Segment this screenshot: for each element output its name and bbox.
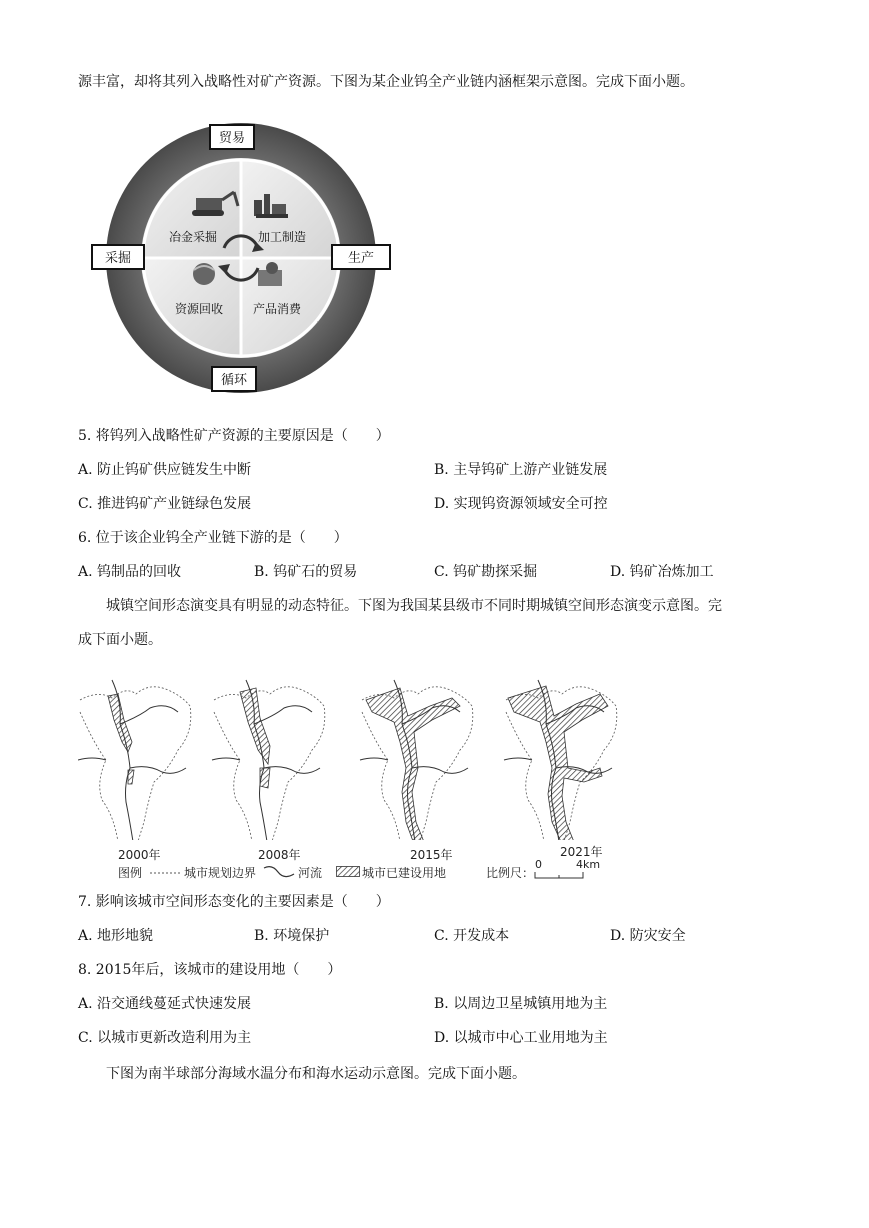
label-production: 生产: [347, 251, 375, 266]
map-2000: [78, 680, 191, 840]
map-year-2021: 2021年: [560, 845, 603, 859]
q7-stem: 7. 影响该城市空间形态变化的主要因素是（ ）: [78, 894, 390, 910]
map-2015: [360, 680, 473, 840]
q6-option-b[interactable]: B. 钨矿石的贸易: [254, 564, 358, 580]
closing-text: 下图为南半球部分海域水温分布和海水运动示意图。完成下面小题。: [106, 1066, 526, 1082]
builtup-area: [108, 694, 132, 752]
q5-option-a[interactable]: A. 防止钨矿供应链发生中断: [78, 462, 252, 478]
builtup-area: [240, 688, 270, 764]
q7-option-b[interactable]: B. 环境保护: [254, 928, 330, 944]
city-maps-figure: [78, 660, 638, 840]
q5-option-b[interactable]: B. 主导钨矿上游产业链发展: [434, 462, 608, 478]
intro-text: 源丰富，却将其列入战略性对矿产资源。下图为某企业钨全产业链内涵框架示意图。完成下面小题。: [78, 74, 694, 90]
map-year-2015: 2015年: [410, 848, 453, 862]
scale-label: 比例尺：: [486, 866, 535, 880]
builtup-area: [128, 770, 134, 784]
q7-option-d[interactable]: D. 防灾安全: [610, 928, 686, 944]
q8-option-c[interactable]: C. 以城市更新改造利用为主: [78, 1030, 252, 1046]
dotted-line-icon: [150, 871, 182, 875]
q5-stem: 5. 将钨列入战略性矿产资源的主要原因是（ ）: [78, 428, 390, 444]
recycle-globe-icon: [193, 263, 215, 285]
map-year-2000: 2000年: [118, 848, 161, 862]
label-processing-manufacturing: 加工制造: [257, 230, 307, 244]
river-icon: [262, 864, 296, 880]
map-2008: [212, 680, 325, 840]
builtup-area: [260, 768, 270, 788]
map-2021: [504, 680, 617, 840]
scale-end: 4km: [576, 858, 601, 871]
label-resource-recovery: 资源回收: [174, 302, 224, 316]
legend-river: 河流: [298, 866, 323, 880]
q6-stem: 6. 位于该企业钨全产业链下游的是（ ）: [78, 530, 348, 546]
q8-option-b[interactable]: B. 以周边卫星城镇用地为主: [434, 996, 608, 1012]
q6-option-a[interactable]: A. 钨制品的回收: [78, 564, 182, 580]
q5-option-d[interactable]: D. 实现钨资源领域安全可控: [434, 496, 608, 512]
q8-option-a[interactable]: A. 沿交通线蔓延式快速发展: [78, 996, 252, 1012]
label-cycle: 循环: [220, 373, 248, 388]
label-product-consumption: 产品消费: [252, 302, 302, 316]
q5-option-c[interactable]: C. 推进钨矿产业链绿色发展: [78, 496, 252, 512]
builtup-area: [366, 688, 460, 840]
passage2-line1: 城镇空间形态演变具有明显的动态特征。下图为我国某县级市不同时期城镇空间形态演变示意图。完: [106, 598, 722, 614]
builtup-area: [508, 686, 608, 840]
industry-chain-diagram: [86, 120, 406, 400]
legend-builtup: 城市已建设用地: [362, 866, 447, 880]
scale-zero: 0: [535, 858, 542, 871]
hatched-area-icon: [336, 866, 360, 877]
q7-option-c[interactable]: C. 开发成本: [434, 928, 510, 944]
label-mining: 采掘: [104, 251, 132, 266]
label-trade: 贸易: [218, 131, 246, 146]
q7-option-a[interactable]: A. 地形地貌: [78, 928, 154, 944]
q6-option-d[interactable]: D. 钨矿冶炼加工: [610, 564, 714, 580]
legend-boundary: 城市规划边界: [184, 866, 257, 880]
q8-stem: 8. 2015年后，该城市的建设用地（ ）: [78, 962, 342, 978]
legend-title: 图例: [118, 866, 143, 880]
label-metallurgy-mining: 冶金采掘: [168, 230, 218, 244]
q6-option-c[interactable]: C. 钨矿勘探采掘: [434, 564, 538, 580]
map-year-2008: 2008年: [258, 848, 301, 862]
passage2-line2: 成下面小题。: [78, 632, 162, 648]
scale-bar-icon: [534, 870, 584, 880]
q8-option-d[interactable]: D. 以城市中心工业用地为主: [434, 1030, 608, 1046]
